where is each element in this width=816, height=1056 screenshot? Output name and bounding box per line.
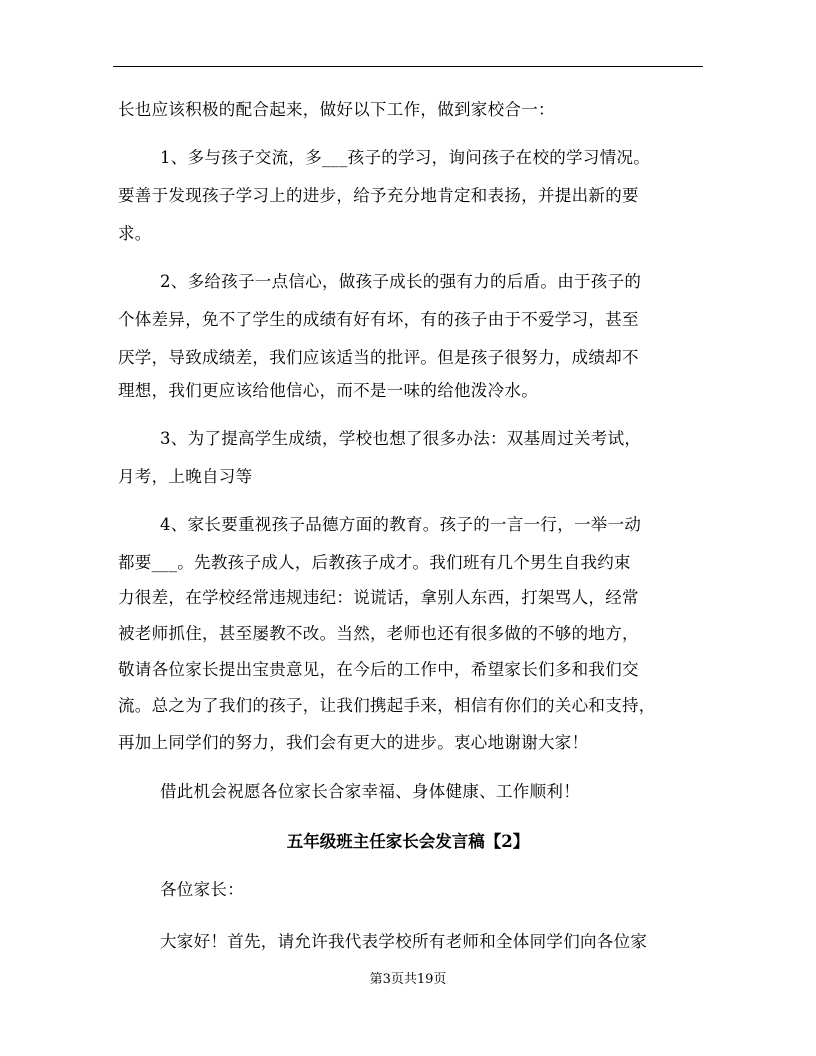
paragraph-line: 3、为了提高学生成绩，学校也想了很多办法：双基周过关考试， [160, 429, 642, 448]
paragraph-line: 大家好！首先，请允许我代表学校所有老师和全体同学们向各位家 [160, 932, 648, 951]
paragraph-line: 敬请各位家长提出宝贵意见，在今后的工作中，希望家长们多和我们交 [118, 660, 639, 679]
paragraph-line: 理想，我们更应该给他信心，而不是一味的给他泼冷水。 [118, 381, 538, 400]
paragraph-line: 被老师抓住，甚至屡教不改。当然，老师也还有很多做的不够的地方， [118, 624, 639, 643]
paragraph-line: 求。 [118, 224, 152, 243]
paragraph-line: 月考，上晚自习等 [118, 467, 253, 486]
paragraph-line: 要善于发现孩子学习上的进步，给予充分地肯定和表扬，并提出新的要 [118, 186, 639, 205]
paragraph-line: 再加上同学们的努力，我们会有更大的进步。衷心地谢谢大家！ [118, 733, 589, 752]
paragraph-line: 力很差，在学校经常违规违纪：说谎话，拿别人东西，打架骂人，经常 [118, 588, 639, 607]
paragraph-line: 流。总之为了我们的孩子，让我们携起手来，相信有你们的关心和支持， [118, 696, 656, 715]
paragraph-line: 4、家长要重视孩子品德方面的教育。孩子的一言一行，一举一动 [160, 515, 642, 534]
paragraph-line: 厌学，导致成绩差，我们应该适当的批评。但是孩子很努力，成绩却不 [118, 348, 639, 367]
paragraph-line: 长也应该积极的配合起来，做好以下工作，做到家校合一： [118, 100, 555, 119]
paragraph-line: 都要___。先教孩子成人，后教孩子成才。我们班有几个男生自我约束 [118, 553, 631, 572]
paragraph-line: 借此机会祝愿各位家长合家幸福、身体健康、工作顺利！ [160, 782, 580, 801]
page-footer: 第3页共19页 [369, 972, 447, 987]
paragraph-line: 1、多与孩子交流，多___孩子的学习，询问孩子在校的学习情况。 [160, 148, 651, 167]
header-rule [113, 66, 703, 67]
salutation: 各位家长： [160, 880, 244, 899]
paragraph-line: 个体差异，免不了学生的成绩有好有坏，有的孩子由于不爱学习，甚至 [118, 310, 639, 329]
section-title: 五年级班主任家长会发言稿【2】 [286, 832, 530, 851]
paragraph-line: 2、多给孩子一点信心，做孩子成长的强有力的后盾。由于孩子的 [160, 272, 642, 291]
